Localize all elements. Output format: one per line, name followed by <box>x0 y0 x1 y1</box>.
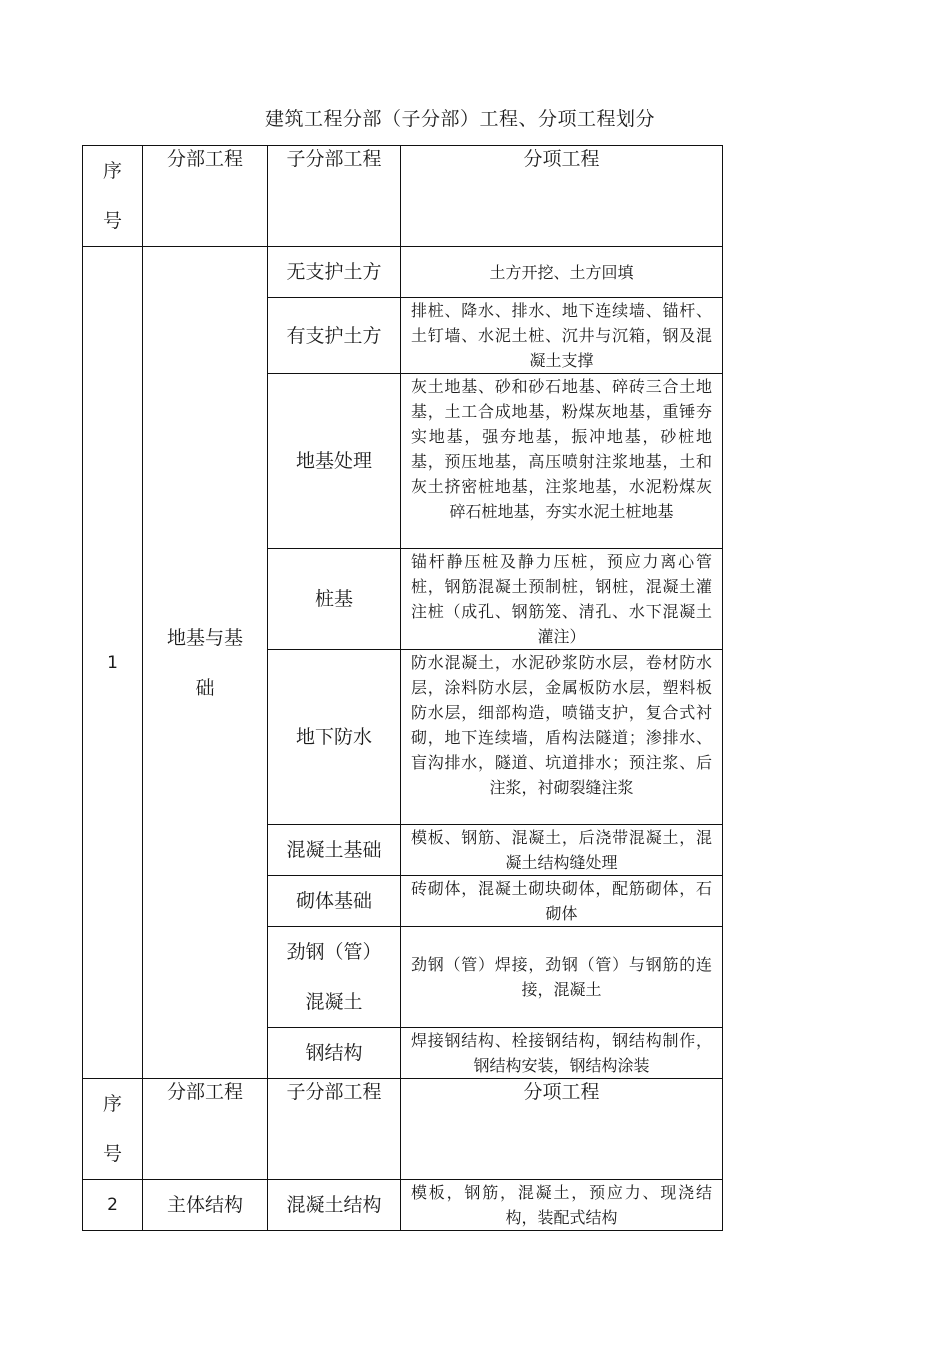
header-subdivision: 子分部工程 <box>268 146 401 247</box>
subdivision-cell: 无支护土方 <box>268 247 401 298</box>
header-division: 分部工程 <box>143 146 268 247</box>
item-cell: 砖砌体，混凝土砌块砌体，配筋砌体，石砌体 <box>401 876 723 927</box>
division-cell <box>143 247 268 1079</box>
subdivision-cell: 混凝土基础 <box>268 825 401 876</box>
subdivision-cell <box>268 927 401 1028</box>
item-cell: 模板、钢筋、混凝土，后浇带混凝土，混凝土结构缝处理 <box>401 825 723 876</box>
header-seq-line2: 号 <box>102 210 122 232</box>
subdivision-cell: 桩基 <box>268 549 401 650</box>
item-cell: 模板，钢筋，混凝土，预应力、现浇结构，装配式结构 <box>401 1180 723 1231</box>
subdivision-line1: 劲钢（管） <box>286 941 382 963</box>
division-table <box>82 145 723 1231</box>
item-cell: 锚杆静压桩及静力压桩，预应力离心管桩，钢筋混凝土预制桩，钢桩，混凝土灌注桩（成孔、钢筋笼、清孔、水下混凝土灌注） <box>401 549 723 650</box>
item-cell: 排桩、降水、排水、地下连续墙、锚杆、土钉墙、水泥土桩、沉井与沉箱，钢及混凝土支撑 <box>401 298 723 374</box>
subdivision-cell: 钢结构 <box>268 1028 401 1079</box>
seq-cell: 1 <box>83 247 143 1079</box>
item-cell: 防水混凝土，水泥砂浆防水层，卷材防水层，涂料防水层，金属板防水层，塑料板防水层，细部构造，喷锚支护，复合式衬砌，地下连续墙，盾构法隧道；渗排水、盲沟排水，隧道、坑道排水；预注浆、后注浆，衬砌裂缝注浆 <box>401 650 723 825</box>
subdivision-cell: 混凝土结构 <box>268 1180 401 1231</box>
header-seq-line1: 序 <box>102 160 122 182</box>
item-cell: 灰土地基、砂和砂石地基、碎砖三合土地基，土工合成地基，粉煤灰地基，重锤夯实地基，强夯地基，振冲地基，砂桩地基，预压地基，高压喷射注浆地基，土和灰土挤密桩地基，注浆地基，水泥粉煤灰碎石桩地基，夯实水泥土桩地基 <box>401 374 723 549</box>
item-cell: 土方开挖、土方回填 <box>401 247 723 298</box>
header-seq <box>83 146 143 247</box>
header-item: 分项工程 <box>401 146 723 247</box>
subdivision-cell: 地下防水 <box>268 650 401 825</box>
subdivision-cell: 地基处理 <box>268 374 401 549</box>
header-seq-line2: 号 <box>102 1143 122 1165</box>
subdivision-cell: 砌体基础 <box>268 876 401 927</box>
header-seq <box>83 1079 143 1180</box>
header-division: 分部工程 <box>143 1079 268 1180</box>
header-seq-line1: 序 <box>102 1093 122 1115</box>
table-row <box>83 247 723 298</box>
header-item: 分项工程 <box>401 1079 723 1180</box>
subdivision-cell: 有支护土方 <box>268 298 401 374</box>
header-subdivision: 子分部工程 <box>268 1079 401 1180</box>
table-header-row <box>83 146 723 247</box>
item-cell: 焊接钢结构、栓接钢结构，钢结构制作，钢结构安装，钢结构涂装 <box>401 1028 723 1079</box>
table-header-row <box>83 1079 723 1180</box>
page-title: 建筑工程分部（子分部）工程、分项工程划分 <box>264 108 655 130</box>
item-cell: 劲钢（管）焊接，劲钢（管）与钢筋的连接，混凝土 <box>401 927 723 1028</box>
seq-cell: 2 <box>83 1180 143 1231</box>
subdivision-line2: 混凝土 <box>305 991 363 1013</box>
division-line2: 础 <box>195 676 215 699</box>
division-line1: 地基与基 <box>166 626 243 649</box>
table-row <box>83 1180 723 1231</box>
division-cell: 主体结构 <box>143 1180 268 1231</box>
